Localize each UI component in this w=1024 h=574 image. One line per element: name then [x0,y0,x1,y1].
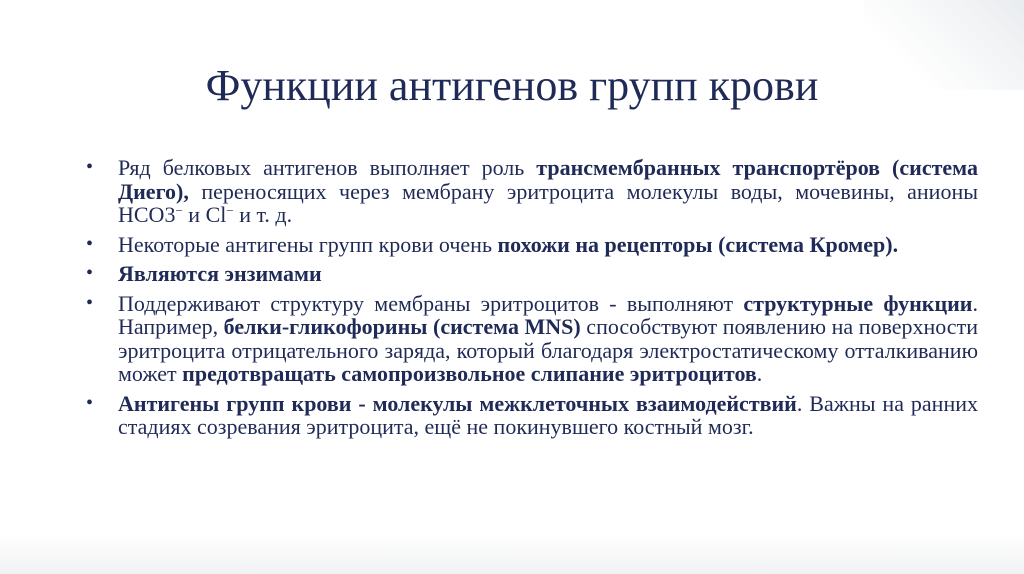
list-item [86,290,978,386]
item-emphasis: Являются энзимами [118,261,322,286]
bottom-decoration [0,534,1024,574]
list-item [86,261,978,286]
item-emphasis: Антигены групп крови - молекулы межклеточных взаимодействий [118,390,797,416]
item-text: переносящих через мембрану эритроцита молекулы воды, мочевины, анионы НСО3 [118,178,978,227]
bullet-list [86,155,978,445]
item-text: . Важны на ранних стадиях созревания эритроцита, ещё не покинувшего костный мозг. [118,390,978,439]
bullet-icon: • [86,232,94,255]
item-text: . [756,361,763,386]
item-emphasis: структурные функции [743,290,973,316]
item-emphasis: трансмембранных транспортёров (система Диего), [118,155,978,204]
list-item [86,155,978,227]
item-text: Ряд белковых антигенов выполняет роль [118,155,537,180]
slide-title: Функции антигенов групп крови [205,61,819,110]
item-text: . Например, [118,290,978,339]
bullet-icon: • [86,156,94,178]
item-text: и т. д. [233,202,293,227]
list-item [86,390,978,439]
bullet-icon: • [86,391,94,414]
item-emphasis: белки-гликофорины (система MNS) [223,314,581,339]
superscript: − [226,203,234,218]
bullet-icon: • [86,291,94,314]
item-text: и Cl [182,202,227,227]
bullet-icon: • [86,262,94,284]
list-item [86,231,978,257]
item-text: способствуют появлению на поверхности эритроцита отрицательного заряда, который благодаря электростатическому отталкиванию может [118,314,978,386]
superscript: − [175,203,183,218]
item-text: Поддерживают структуру мембраны эритроцитов - выполняют [118,290,744,316]
item-text: Некоторые антигены групп крови очень [118,231,498,257]
item-emphasis: предотвращать самопроизвольное слипание эритроцитов [182,361,757,386]
item-emphasis: похожи на рецепторы (система Кромер). [497,231,899,257]
